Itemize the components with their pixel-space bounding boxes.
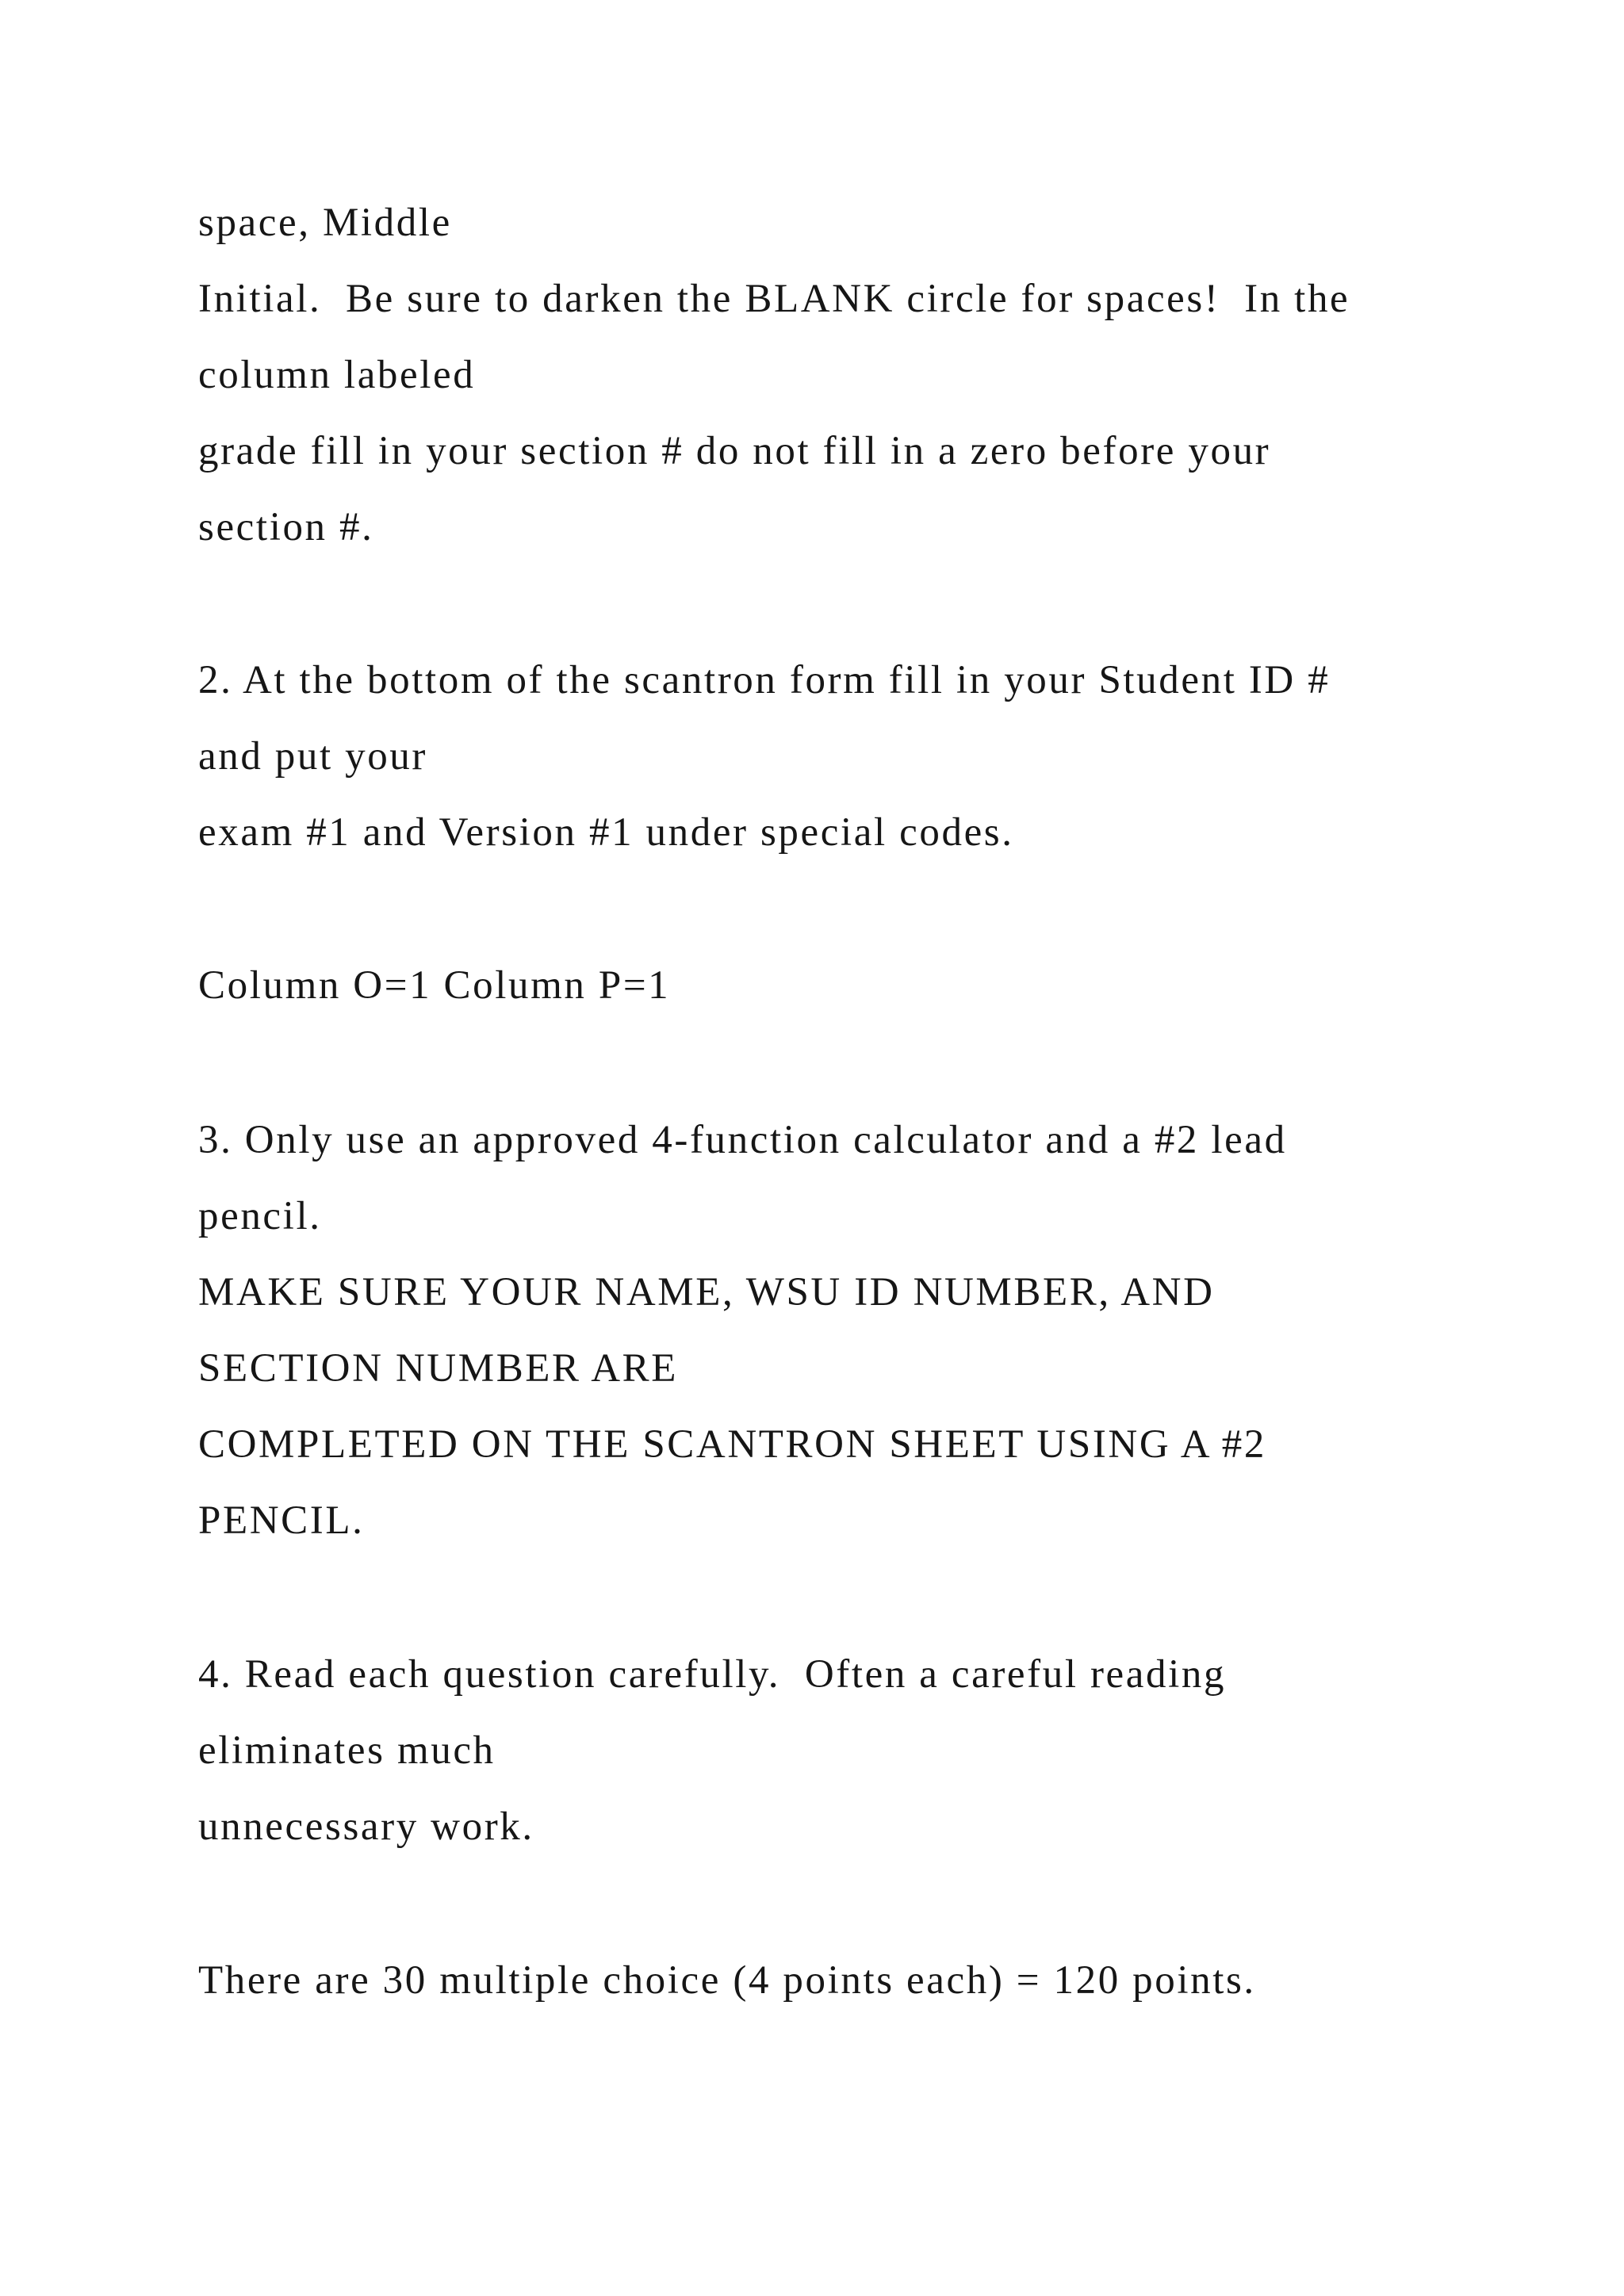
text-line: Column O=1 Column P=1: [198, 963, 671, 1008]
text-line: COMPLETED ON THE SCANTRON SHEET USING A #2: [198, 1422, 1266, 1467]
text-line: unnecessary work.: [198, 1804, 534, 1849]
text-line: Initial. Be sure to darken the BLANK circle for spaces! In the: [198, 277, 1350, 321]
text-line: MAKE SURE YOUR NAME, WSU ID NUMBER, AND: [198, 1270, 1215, 1314]
text-line: There are 30 multiple choice (4 points each) = 120 points.: [198, 1958, 1256, 2003]
text-line: and put your: [198, 734, 427, 779]
text-line: PENCIL.: [198, 1498, 365, 1543]
text-line: 4. Read each question carefully. Often a careful reading: [198, 1652, 1227, 1697]
text-line: eliminates much: [198, 1728, 496, 1773]
text-line: pencil.: [198, 1194, 322, 1238]
text-line: section #.: [198, 505, 374, 549]
text-line: 2. At the bottom of the scantron form fill in your Student ID #: [198, 658, 1331, 702]
text-line: exam #1 and Version #1 under special codes.: [198, 810, 1014, 855]
text-line: grade fill in your section # do not fill in a zero before your: [198, 429, 1271, 473]
text-line: SECTION NUMBER ARE: [198, 1346, 679, 1391]
text-line: space, Middle: [198, 201, 452, 245]
text-line: 3. Only use an approved 4-function calculator and a #2 lead: [198, 1118, 1287, 1162]
text-line: column labeled: [198, 353, 476, 397]
